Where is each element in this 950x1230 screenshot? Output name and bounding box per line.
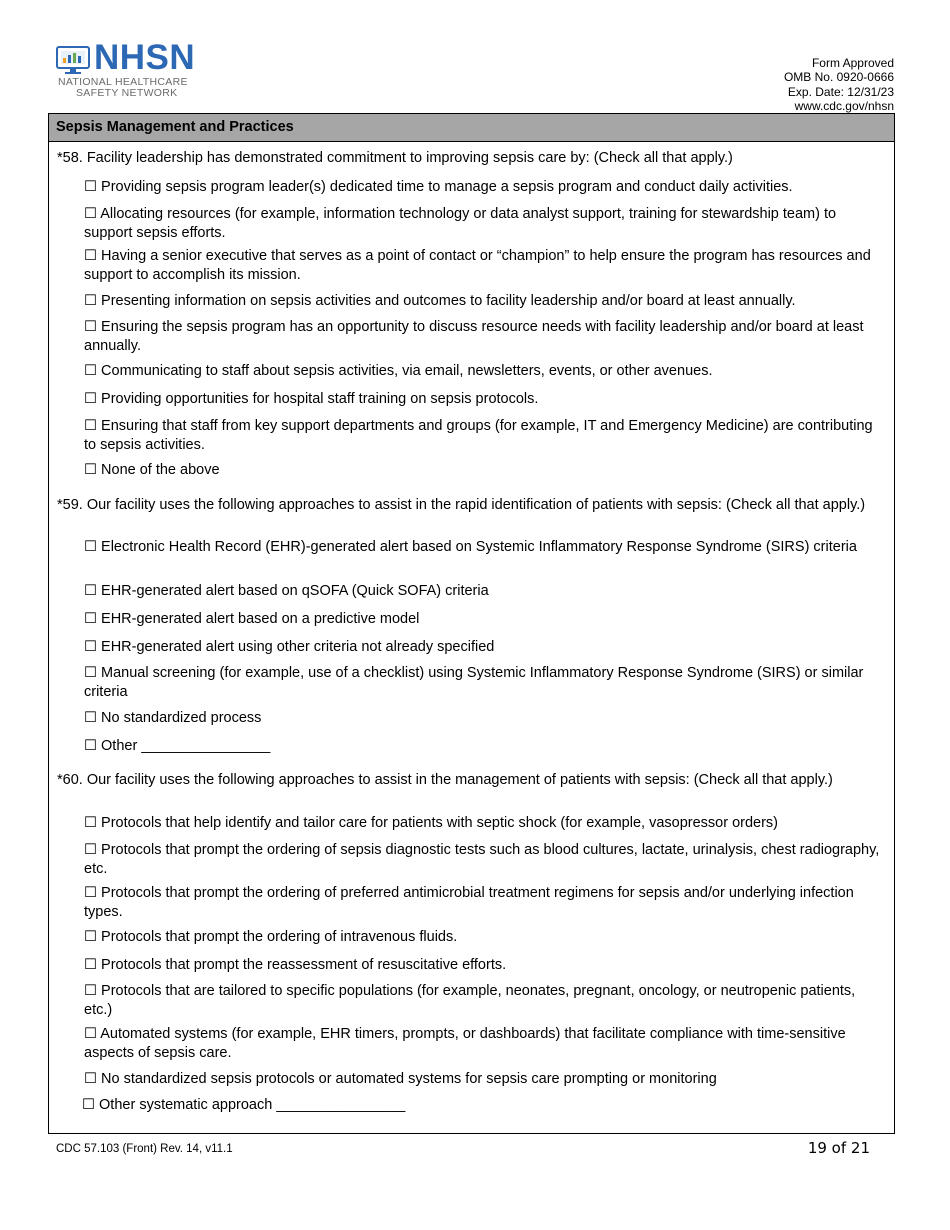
q60-option-other[interactable]: ☐ Other systematic approach ________________ (82, 1097, 406, 1113)
q59-option[interactable]: ☐ EHR-generated alert based on qSOFA (Quick SOFA) criteria (84, 583, 489, 599)
q58-option[interactable]: ☐ Ensuring that staff from key support departments and groups (for example, IT and Emergency Medicine) are contributing to sepsis activities. (84, 418, 873, 453)
omb-number: OMB No. 0920-0666 (783, 70, 894, 85)
q58-option[interactable]: ☐ Communicating to staff about sepsis activities, via email, newsletters, events, or other avenues. (84, 363, 713, 379)
q58-option[interactable]: ☐ Providing sepsis program leader(s) dedicated time to manage a sepsis program and conduct daily activities. (84, 179, 793, 195)
form-approved: Form Approved (811, 56, 894, 70)
website: www.cdc.gov/nhsn (794, 98, 894, 113)
q58-option[interactable]: ☐ Providing opportunities for hospital staff training on sepsis protocols. (84, 391, 539, 407)
section-title: Sepsis Management and Practices (49, 114, 894, 142)
monitor-chart-icon (56, 46, 90, 76)
logo-subtitle-1: NATIONAL HEALTHCARE (58, 76, 188, 88)
q58-option[interactable]: ☐ Allocating resources (for example, information technology or data analyst support, training for stewardship team) to support sepsis efforts. (84, 206, 837, 241)
question-59: *59. Our facility uses the following approaches to assist in the rapid identification of patients with sepsis: (Check all that apply.) (57, 497, 866, 513)
form-identifier: CDC 57.103 (Front) Rev. 14, v11.1 (56, 1143, 233, 1155)
form-section (48, 113, 895, 1134)
q60-option[interactable]: ☐ Protocols that prompt the reassessment of resuscitative efforts. (84, 957, 507, 973)
q59-option-other[interactable]: ☐ Other ________________ (84, 738, 271, 754)
q60-option[interactable]: ☐ Protocols that prompt the ordering of intravenous fluids. (84, 929, 458, 945)
expiration-date: Exp. Date: 12/31/23 (787, 84, 894, 99)
q58-option[interactable]: ☐ Having a senior executive that serves as a point of contact or “champion” to help ensure the program has resources and support to accomplish its mission. (84, 248, 871, 283)
logo-subtitle-2: SAFETY NETWORK (76, 87, 178, 99)
q59-option[interactable]: ☐ EHR-generated alert using other criteria not already specified (84, 639, 495, 655)
q60-option[interactable]: ☐ Protocols that help identify and tailor care for patients with septic shock (for example, vasopressor orders) (84, 815, 779, 831)
question-58: *58. Facility leadership has demonstrated commitment to improving sepsis care by: (Check all that apply.) (57, 150, 733, 166)
q60-option[interactable]: ☐ Protocols that prompt the ordering of preferred antimicrobial treatment regimens for sepsis and/or underlying infection types. (84, 885, 854, 920)
q59-option[interactable]: ☐ Manual screening (for example, use of a checklist) using Systemic Inflammatory Response Syndrome (SIRS) or similar criteria (84, 665, 864, 700)
logo-wordmark: NHSN (94, 38, 196, 77)
q58-option[interactable]: ☐ Presenting information on sepsis activities and outcomes to facility leadership and/or board at least annually. (84, 293, 796, 309)
q58-option[interactable]: ☐ Ensuring the sepsis program has an opportunity to discuss resource needs with facility leadership and/or board at least annually. (84, 319, 864, 354)
form-approval-info (784, 56, 894, 113)
q60-option[interactable]: ☐ Protocols that prompt the ordering of sepsis diagnostic tests such as blood cultures, lactate, urinalysis, chest radiography, etc. (84, 842, 880, 877)
q60-option[interactable]: ☐ Automated systems (for example, EHR timers, prompts, or dashboards) that facilitate compliance with time-sensitive aspects of sepsis care. (84, 1026, 846, 1061)
q60-option[interactable]: ☐ Protocols that are tailored to specific populations (for example, neonates, pregnant, oncology, or neutropenic patients, etc.) (84, 983, 856, 1018)
q59-option[interactable]: ☐ No standardized process (84, 710, 262, 726)
nhsn-logo (56, 38, 216, 102)
q60-option[interactable]: ☐ No standardized sepsis protocols or automated systems for sepsis care prompting or monitoring (84, 1071, 717, 1087)
q59-option[interactable]: ☐ EHR-generated alert based on a predictive model (84, 611, 420, 627)
page-number: 19 of 21 (807, 1139, 870, 1157)
q58-option[interactable]: ☐ None of the above (84, 462, 220, 478)
q59-option[interactable]: ☐ Electronic Health Record (EHR)-generated alert based on Systemic Inflammatory Response Syndrome (SIRS) criteria (84, 539, 857, 555)
question-60: *60. Our facility uses the following approaches to assist in the management of patients with sepsis: (Check all that apply.) (57, 772, 833, 788)
